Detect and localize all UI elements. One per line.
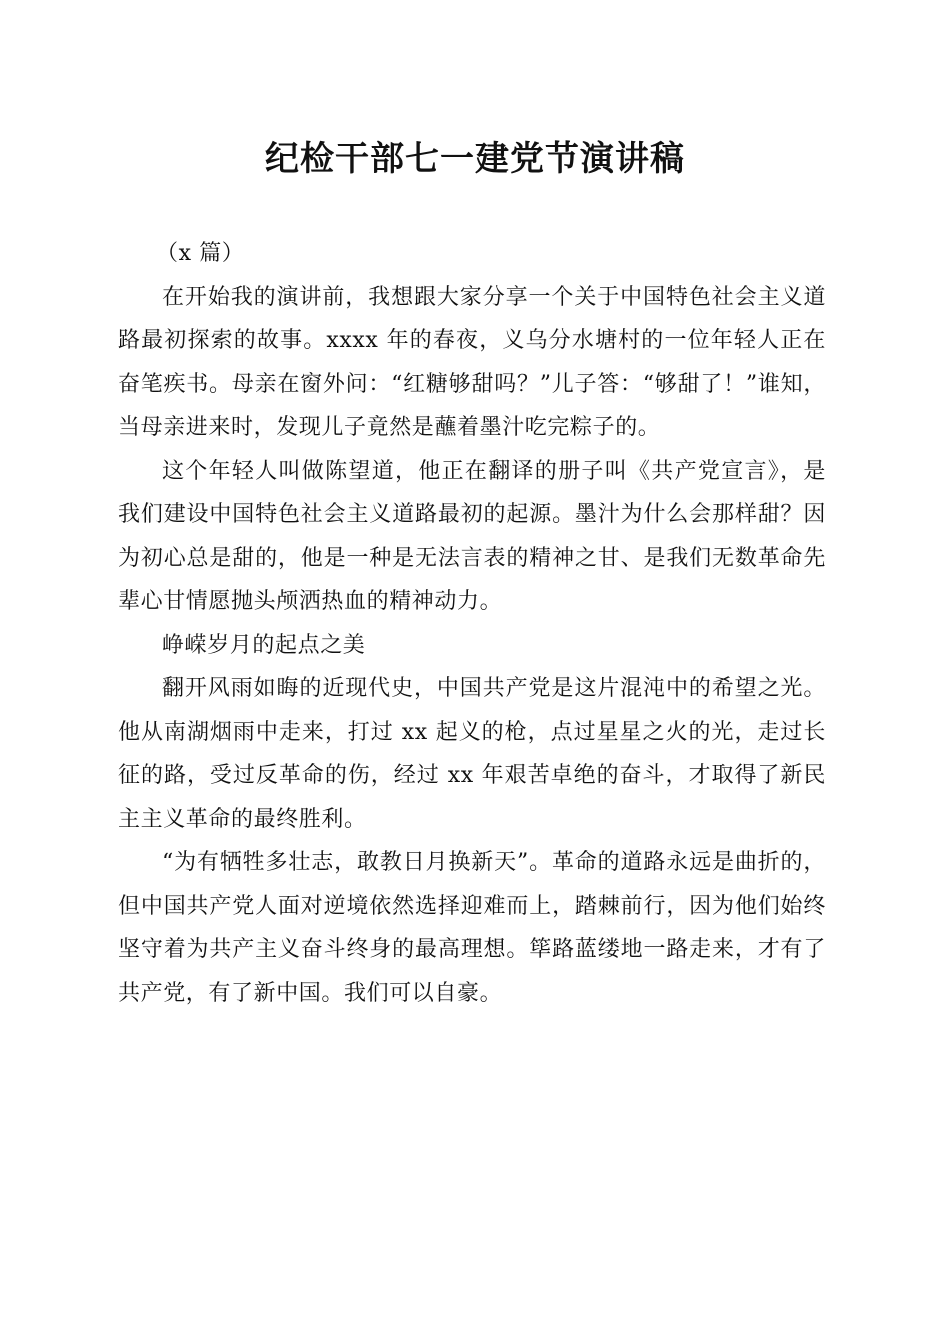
paragraph-story: 在开始我的演讲前，我想跟大家分享一个关于中国特色社会主义道路最初探索的故事。xxxx 年的春夜，义乌分水塘村的一位年轻人正在奋笔疾书。母亲在窗外问：“红糖够甜吗？”儿子答：“够甜了！”谁知，当母亲进来时，发现儿子竟然是蘸着墨汁吃完粽子的。 — [118, 284, 826, 440]
paragraph-revolution: “为有牺牲多壮志，敢教日月换新天”。革命的道路永远是曲折的，但中国共产党人面对逆境依然选择迎难而上，踏棘前行，因为他们始终坚守着为共产主义奋斗终身的最高理想。筚路蓝缕地一路走来，才有了共产党，有了新中国。我们可以自豪。 — [118, 850, 826, 1006]
paragraph-chen-wangdao: 这个年轻人叫做陈望道，他正在翻译的册子叫《共产党宣言》，是我们建设中国特色社会主义道路最初的起源。墨汁为什么会那样甜？因为初心总是甜的，他是一种是无法言表的精神之甘、是我们无数革命先辈心甘情愿抛头颅洒热血的精神动力。 — [118, 458, 826, 614]
subtitle: （x 篇） — [156, 241, 245, 266]
paragraph-history: 翻开风雨如晦的近现代史，中国共产党是这片混沌中的希望之光。他从南湖烟雨中走来，打过 xx 起义的枪，点过星星之火的光，走过长征的路，受过反革命的伤，经过 xx 年艰苦卓绝的奋斗，才取得了新民主主义革命的最终胜利。 — [118, 676, 826, 832]
document-title: 纪检干部七一建党节演讲稿 — [265, 139, 685, 179]
document-body — [118, 232, 826, 1015]
section-heading: 峥嵘岁月的起点之美 — [162, 632, 366, 658]
